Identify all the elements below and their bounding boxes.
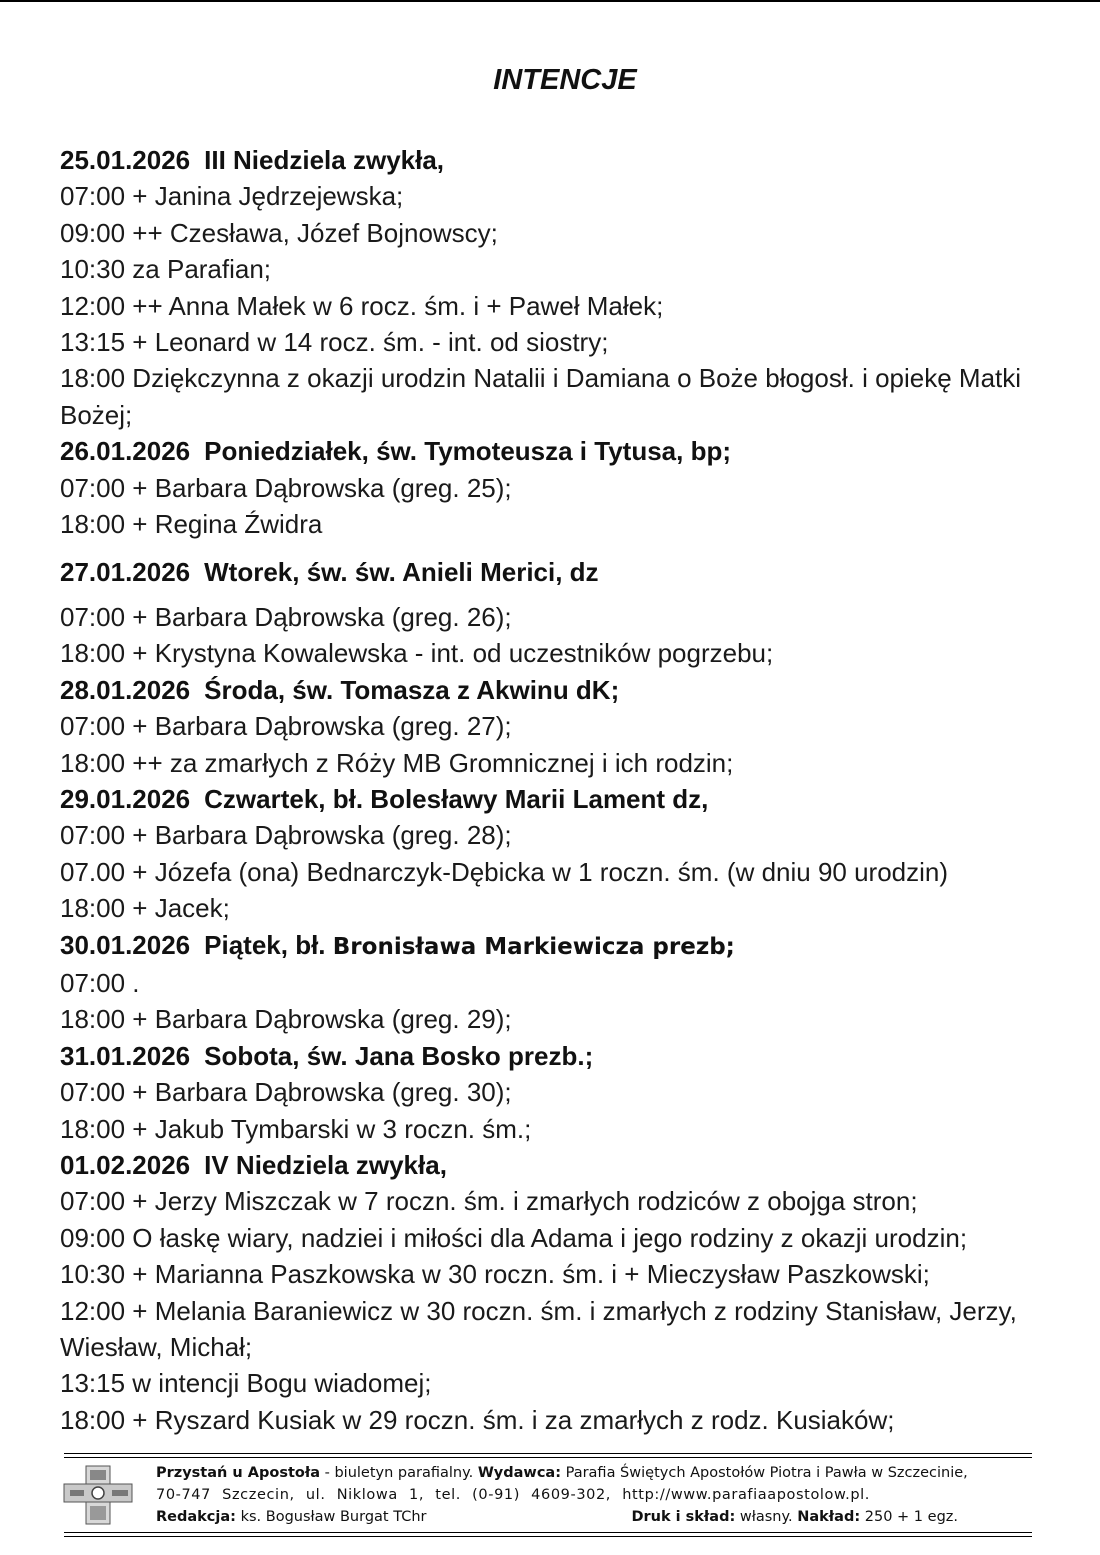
day-date: 25.01.2026	[60, 145, 191, 175]
mass-intention: 07:00 + Barbara Dąbrowska (greg. 27);	[60, 711, 512, 742]
parish-logo-icon	[60, 1462, 140, 1528]
top-border	[0, 0, 1100, 2]
footer-line-3	[156, 1506, 1046, 1528]
mass-intention: 18:00 + Barbara Dąbrowska (greg. 29);	[60, 1004, 512, 1035]
mass-intention: 18:00 Dziękczynna z okazji urodzin Natalii i Damiana o Boże błogosł. i opiekę Matki Bożej;	[60, 363, 1022, 430]
mass-intention: 18:00 + Krystyna Kowalewska - int. od uczestników pogrzebu;	[60, 638, 774, 669]
mass-intention: 07:00 + Barbara Dąbrowska (greg. 28);	[60, 820, 512, 851]
page-title: INTENCJE	[493, 64, 637, 96]
mass-intention: 07:00 + Barbara Dąbrowska (greg. 30);	[60, 1077, 512, 1108]
day-heading	[60, 672, 1090, 708]
day-date: 31.01.2026	[60, 1040, 191, 1071]
day-name-rest: Bronisława Markiewicza prezb;	[332, 933, 735, 960]
print-info: własny.	[739, 1509, 793, 1525]
day-block-2026-01-30	[60, 927, 1090, 1038]
day-name: Poniedziałek, św. Tymoteusza i Tytusa, bp;	[204, 436, 731, 467]
editor-label: Redakcja:	[156, 1509, 236, 1525]
footer-rule-top-thin	[64, 1457, 1032, 1458]
footer-rule-top	[64, 1453, 1032, 1454]
day-block-2026-01-29	[60, 781, 1090, 927]
day-date: 01.02.2026	[60, 1149, 191, 1180]
day-date: 29.01.2026	[60, 783, 191, 814]
day-block-2026-01-27	[60, 554, 1090, 671]
mass-intention: 07:00 .	[60, 967, 140, 998]
mass-intention: 09:00 ++ Czesława, Józef Bojnowscy;	[60, 217, 498, 248]
mass-intention: 07:00 + Barbara Dąbrowska (greg. 26);	[60, 601, 512, 632]
mass-intention: 12:00 + Melania Baraniewicz w 30 roczn. śm. i zmarłych z rodziny Stanisław, Jerzy, Wiesław, Michał;	[60, 1295, 1017, 1362]
day-block-2026-01-25	[60, 142, 1090, 433]
mass-intention: 18:00 + Ryszard Kusiak w 29 roczn. śm. i za zmarłych z rodz. Kusiaków;	[60, 1404, 895, 1435]
mass-intention: 07:00 + Barbara Dąbrowska (greg. 25);	[60, 472, 512, 503]
day-name-prefix: Piątek, bł.	[204, 929, 326, 960]
day-date: 28.01.2026	[60, 674, 191, 705]
run-label: Nakład:	[797, 1509, 861, 1525]
day-name: III Niedziela zwykła,	[204, 145, 445, 175]
mass-intention: 07:00 + Jerzy Miszczak w 7 roczn. śm. i zmarłych rodziców z obojga stron;	[60, 1186, 918, 1217]
mass-intention: 10:30 za Parafian;	[60, 254, 272, 285]
mass-intention: 18:00 + Jacek;	[60, 893, 230, 924]
day-block-2026-01-26	[60, 433, 1090, 542]
publisher-label: Wydawca:	[477, 1465, 561, 1481]
mass-intention: 12:00 ++ Anna Małek w 6 rocz. śm. i + Paweł Małek;	[60, 290, 664, 321]
footer-imprint	[156, 1462, 1046, 1528]
mass-intention: 18:00 ++ za zmarłych z Róży MB Gromnicznej i ich rodzin;	[60, 747, 734, 778]
mass-intention: 18:00 + Regina Źwidra	[60, 509, 323, 540]
day-heading	[60, 927, 1090, 965]
run-info: 250 + 1 egz.	[864, 1509, 958, 1525]
footer-line-2	[156, 1484, 1046, 1506]
mass-intention: 07.00 + Józefa (ona) Bednarczyk-Dębicka w 1 roczn. śm. (w dniu 90 urodzin)	[60, 856, 949, 887]
day-date: 30.01.2026	[60, 929, 191, 960]
day-date: 27.01.2026	[60, 557, 191, 588]
day-heading	[60, 433, 1090, 469]
day-block-2026-01-28	[60, 672, 1090, 781]
day-date: 26.01.2026	[60, 436, 191, 467]
editor: ks. Bogusław Burgat TChr	[240, 1509, 427, 1525]
print-label: Druk i skład:	[631, 1509, 736, 1525]
bulletin-desc: - biuletyn parafialny.	[324, 1465, 474, 1481]
day-name: Wtorek, św. św. Anieli Merici, dz	[204, 557, 599, 588]
footer-line-1	[156, 1462, 1046, 1484]
mass-intention: 18:00 + Jakub Tymbarski w 3 roczn. śm.;	[60, 1113, 532, 1144]
mass-intention: 07:00 + Janina Jędrzejewska;	[60, 181, 404, 212]
publisher-address: 70-747 Szczecin, ul. Niklowa 1, tel. (0-91) 4609-302, http://www.parafiaapostolow.pl.	[156, 1487, 870, 1503]
footer-rule-bottom-thin	[64, 1536, 1032, 1537]
day-name: Środa, św. Tomasza z Akwinu dK;	[204, 674, 620, 705]
day-name: IV Niedziela zwykła,	[204, 1149, 447, 1180]
bulletin-name: Przystań u Apostoła	[156, 1465, 321, 1481]
day-heading	[60, 554, 1090, 590]
day-heading	[60, 1038, 1090, 1074]
mass-intention: 09:00 O łaskę wiary, nadziei i miłości dla Adama i jego rodziny z okazji urodzin;	[60, 1222, 968, 1253]
day-heading	[60, 781, 1090, 817]
mass-intention: 10:30 + Marianna Paszkowska w 30 roczn. śm. i + Mieczysław Paszkowski;	[60, 1259, 930, 1290]
intentions-list	[60, 142, 1090, 1438]
mass-intention: 13:15 w intencji Bogu wiadomej;	[60, 1368, 432, 1399]
day-block-2026-02-01	[60, 1147, 1090, 1438]
day-name: Czwartek, bł. Bolesławy Marii Lament dz,	[204, 783, 709, 814]
day-heading	[60, 142, 1090, 178]
day-heading	[60, 1147, 1090, 1183]
footer-rule-bottom	[64, 1532, 1032, 1533]
day-name: Sobota, św. Jana Bosko prezb.;	[204, 1040, 594, 1071]
day-block-2026-01-31	[60, 1038, 1090, 1147]
publisher: Parafia Świętych Apostołów Piotra i Pawła w Szczecinie,	[565, 1465, 968, 1481]
mass-intention: 13:15 + Leonard w 14 rocz. śm. - int. od siostry;	[60, 327, 609, 358]
